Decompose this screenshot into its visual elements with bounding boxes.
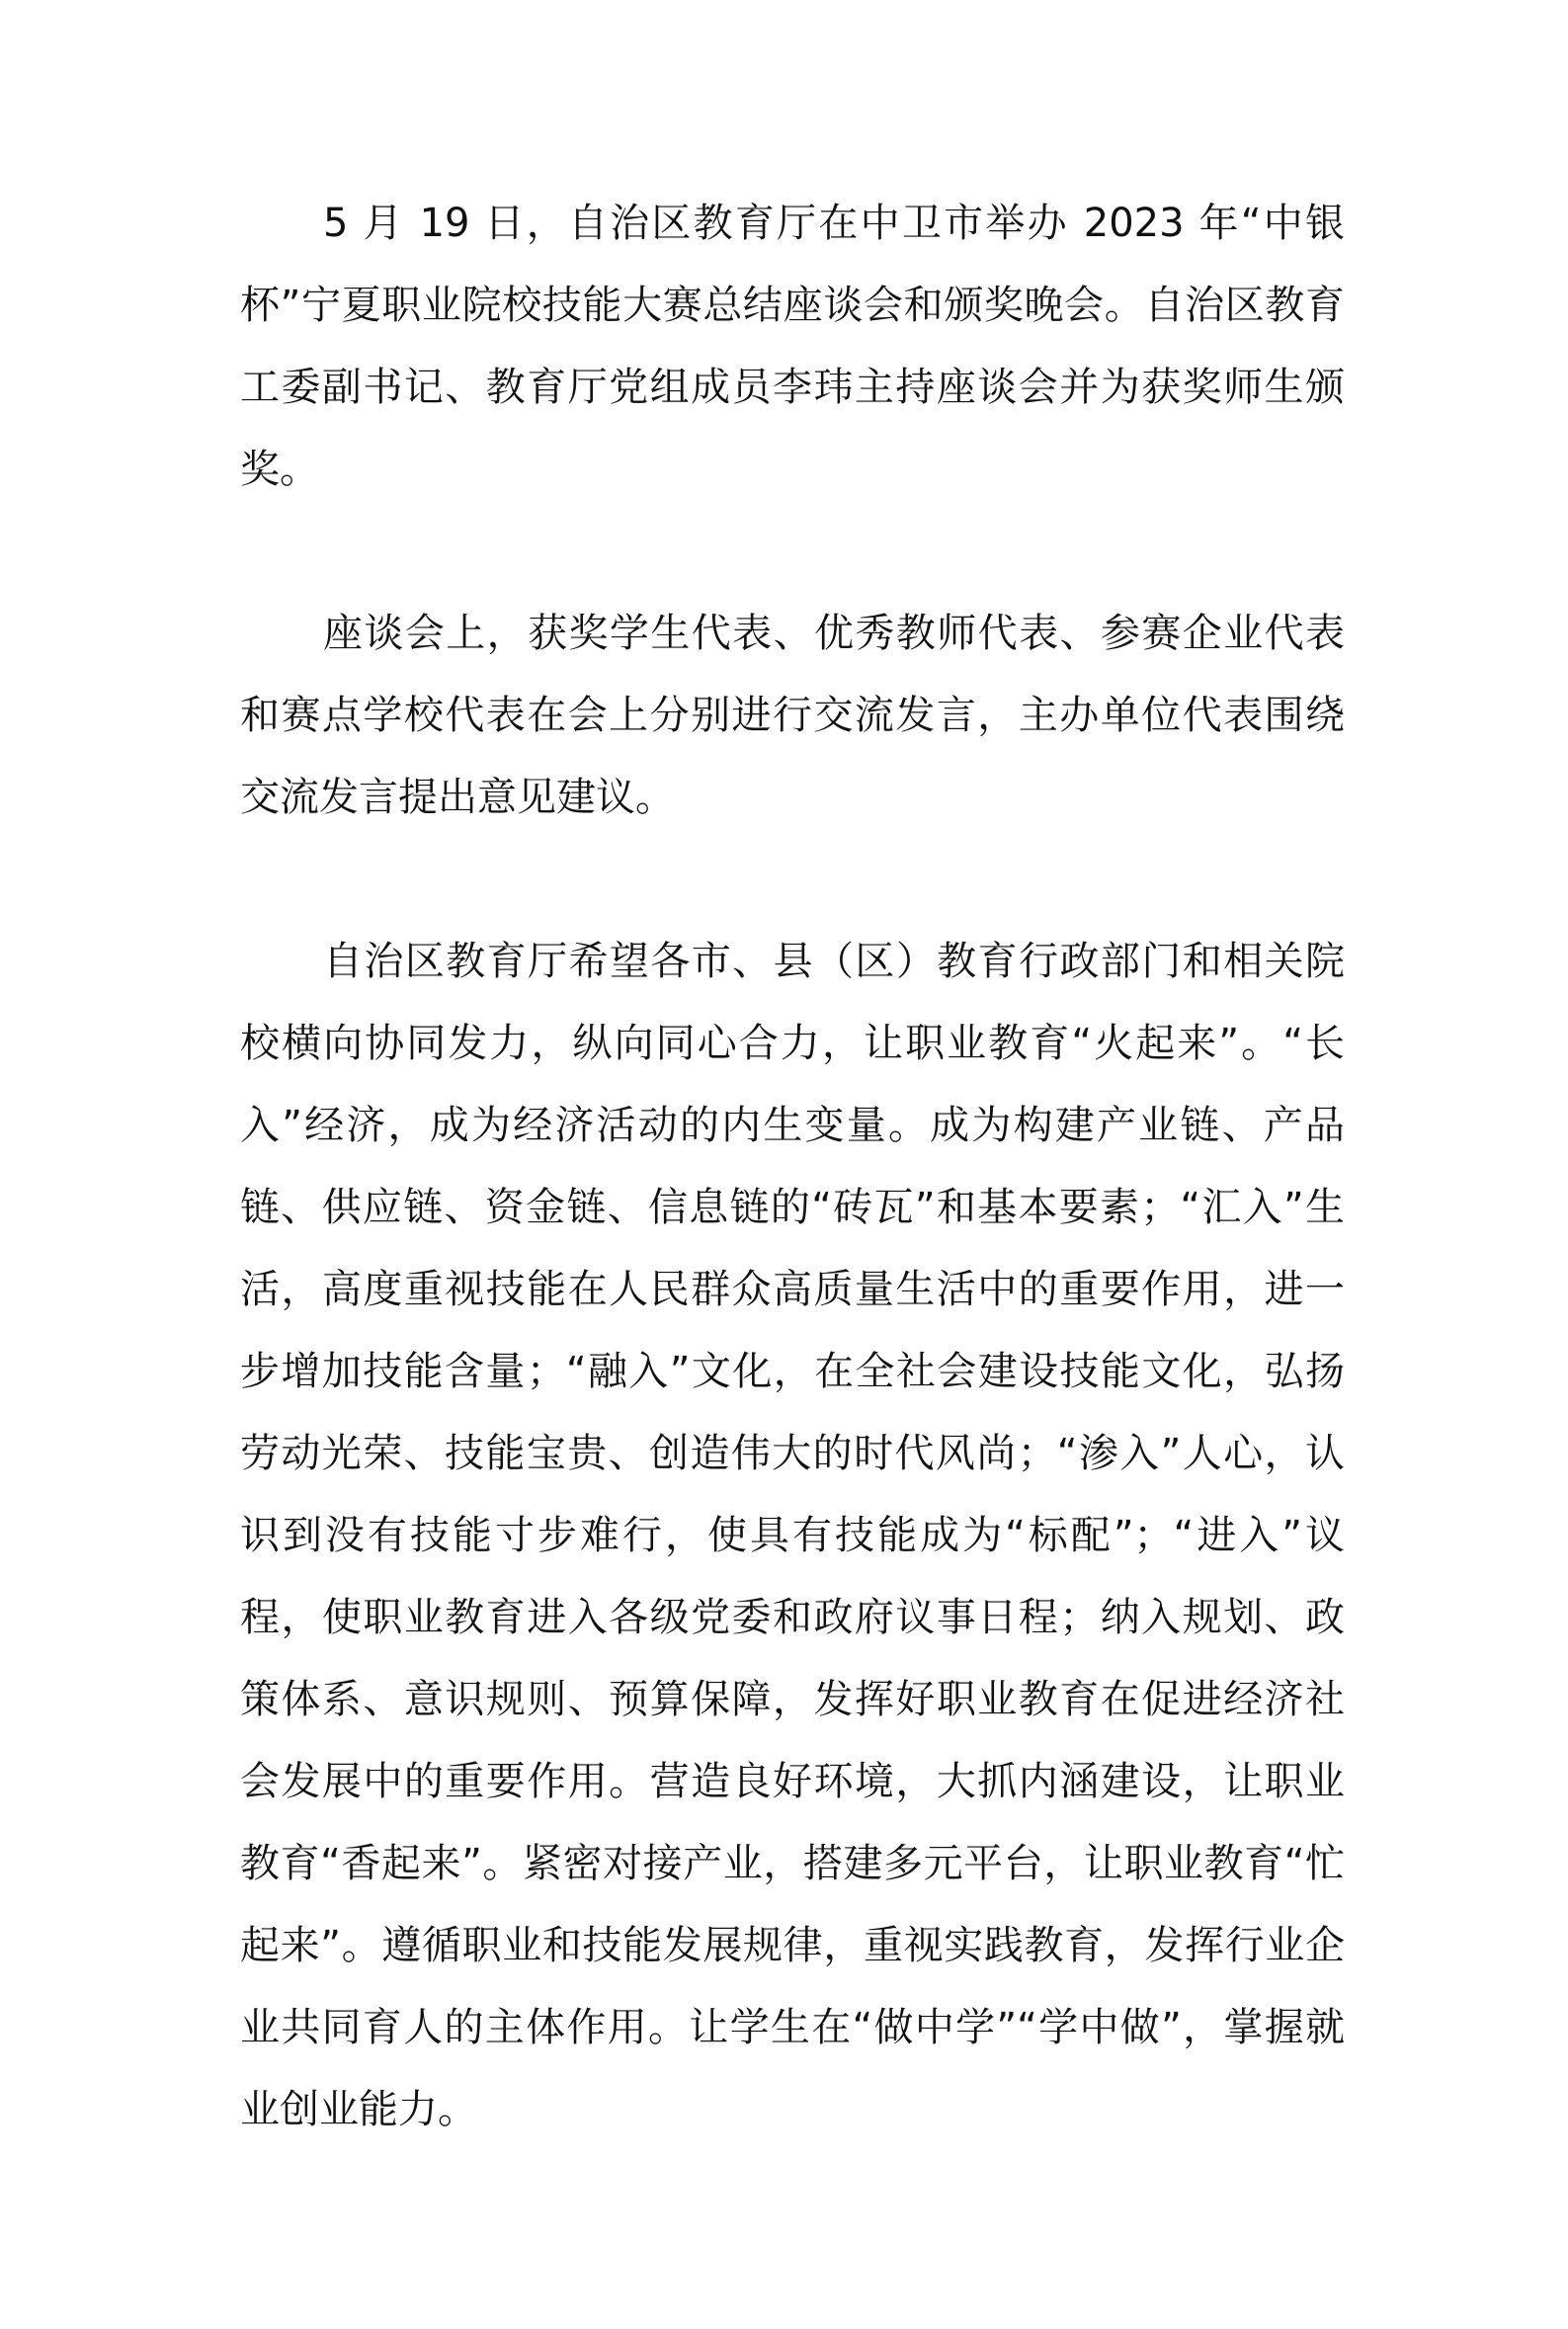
article-body <box>240 183 1345 2151</box>
paragraph-expectations: 自治区教育厅希望各市、县（区）教育行政部门和相关院校横向协同发力，纵向同心合力，让职业教育“火起来”。“长入”经济，成为经济活动的内生变量。成为构建产业链、产品链、供应链、资金链、信息链的“砖瓦”和基本要素；“汇入”生活，高度重视技能在人民群众高质量生活中的重要作用，进一步增加技能含量；“融入”文化，在全社会建设技能文化，弘扬劳动光荣、技能宝贵、创造伟大的时代风尚；“渗入”人心，认识到没有技能寸步难行，使具有技能成为“标配”；“进入”议程，使职业教育进入各级党委和政府议事日程；纳入规划、政策体系、意识规则、预算保障，发挥好职业教育在促进经济社会发展中的重要作用。营造良好环境，大抓内涵建设，让职业教育“香起来”。紧密对接产业，搭建多元平台，让职业教育“忙起来”。遵循职业和技能发展规律，重视实践教育，发挥行业企业共同育人的主体作用。让学生在“做中学”“学中做”，掌握就业创业能力。 <box>240 939 1345 2132</box>
paragraph-meeting-summary: 5 月 19 日，自治区教育厅在中卫市举办 2023 年“中银杯”宁夏职业院校技能大赛总结座谈会和颁奖晚会。自治区教育工委副书记、教育厅党组成员李玮主持座谈会并为获奖师生颁奖。 <box>240 201 1345 492</box>
paragraph-symposium: 座谈会上，获奖学生代表、优秀教师代表、参赛企业代表和赛点学校代表在会上分别进行交流发言，主办单位代表围绕交流发言提出意见建议。 <box>240 611 1345 820</box>
